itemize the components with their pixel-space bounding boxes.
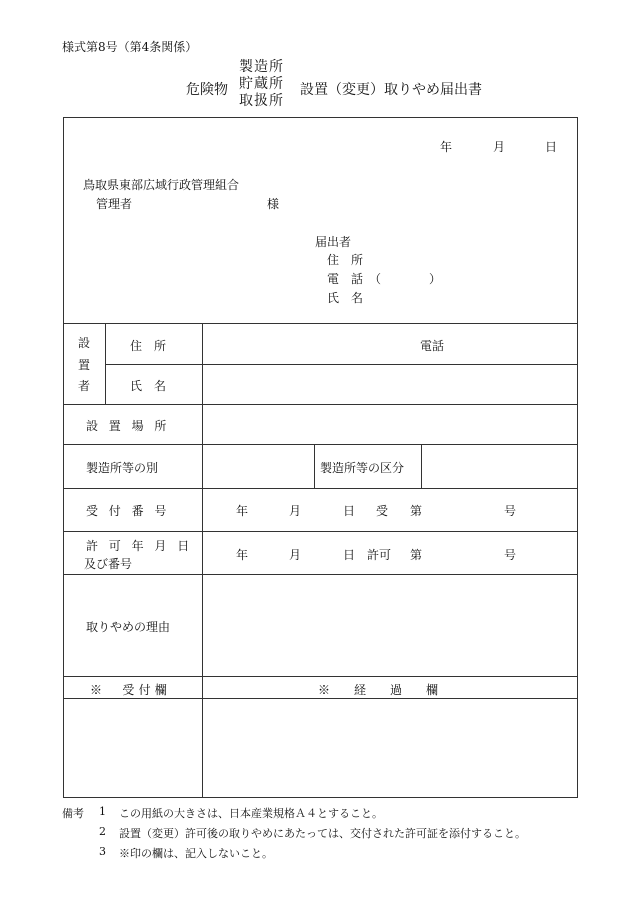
note-text: 設置（変更）許可後の取りやめにあたっては、交付された許可証を添付すること。 [119, 827, 526, 840]
facility-class-label: 製造所等の区分 [320, 461, 405, 475]
notifier-address-label: 住 所 [327, 253, 364, 267]
installer-name-field[interactable] [203, 365, 577, 404]
note-number: 1 [99, 805, 106, 818]
title-facility-storage: 貯蔵所 [239, 76, 284, 92]
note-text: ※印の欄は、記入しないこと。 [119, 847, 273, 860]
note-number: 3 [99, 845, 106, 858]
permit-number-label: 及び番号 [84, 557, 133, 571]
receipt-dai: 第 [410, 504, 423, 518]
receipt-day: 日 [343, 504, 356, 518]
installer-address-label: 住 所 [130, 339, 167, 353]
title-suffix: 設置（変更）取りやめ届出書 [300, 82, 482, 98]
location-field[interactable] [203, 405, 577, 444]
reception-column-header: ※ 受付欄 [90, 683, 172, 697]
receipt-month: 月 [289, 504, 302, 518]
note-number: 2 [99, 825, 106, 838]
installer-label-2: 置 [78, 358, 91, 372]
facility-class-field[interactable] [422, 445, 577, 488]
reason-field[interactable] [203, 575, 577, 676]
permit-month: 月 [289, 548, 302, 562]
receipt-year: 年 [236, 504, 249, 518]
installer-phone-label: 電話 [420, 339, 445, 353]
permit-year: 年 [236, 548, 249, 562]
date-month: 月 [493, 140, 506, 154]
date-day: 日 [545, 140, 558, 154]
receipt-mark: 受 [376, 504, 389, 518]
permit-date-label: 許可年月日 [86, 539, 201, 553]
honorific: 様 [267, 197, 280, 211]
installer-name-label: 氏 名 [130, 379, 167, 393]
permit-go: 号 [504, 548, 517, 562]
notifier-label: 届出者 [315, 235, 352, 249]
notifier-name-label: 氏 名 [327, 291, 364, 305]
title-facility-handling: 取扱所 [239, 93, 284, 109]
permit-dai: 第 [410, 548, 423, 562]
notifier-phone-label: 電 話 （ ） [327, 272, 442, 286]
permit-mark: 許可 [367, 548, 392, 562]
addressee: 鳥取県東部広域行政管理組合 [83, 178, 240, 192]
installer-label-1: 設 [78, 336, 91, 350]
title-facility-manufacture: 製造所 [239, 59, 284, 75]
permit-day: 日 [343, 548, 356, 562]
title-category: 危険物 [186, 82, 228, 98]
notes-label: 備考 [62, 807, 84, 820]
facility-kind-label: 製造所等の別 [86, 461, 159, 475]
note-text: この用紙の大きさは、日本産業規格Ａ４とすること。 [119, 807, 383, 820]
manager-title: 管理者 [96, 197, 133, 211]
date-year: 年 [440, 140, 453, 154]
facility-kind-field[interactable] [203, 445, 314, 488]
receipt-go: 号 [504, 504, 517, 518]
receipt-number-label: 受付番号 [86, 504, 178, 518]
reason-label: 取りやめの理由 [86, 620, 171, 634]
form-number: 様式第8号（第4条関係） [62, 40, 198, 54]
location-label: 設置場所 [86, 419, 178, 433]
installer-label-3: 者 [78, 379, 91, 393]
progress-column-header: ※ 経 過 欄 [318, 683, 445, 697]
